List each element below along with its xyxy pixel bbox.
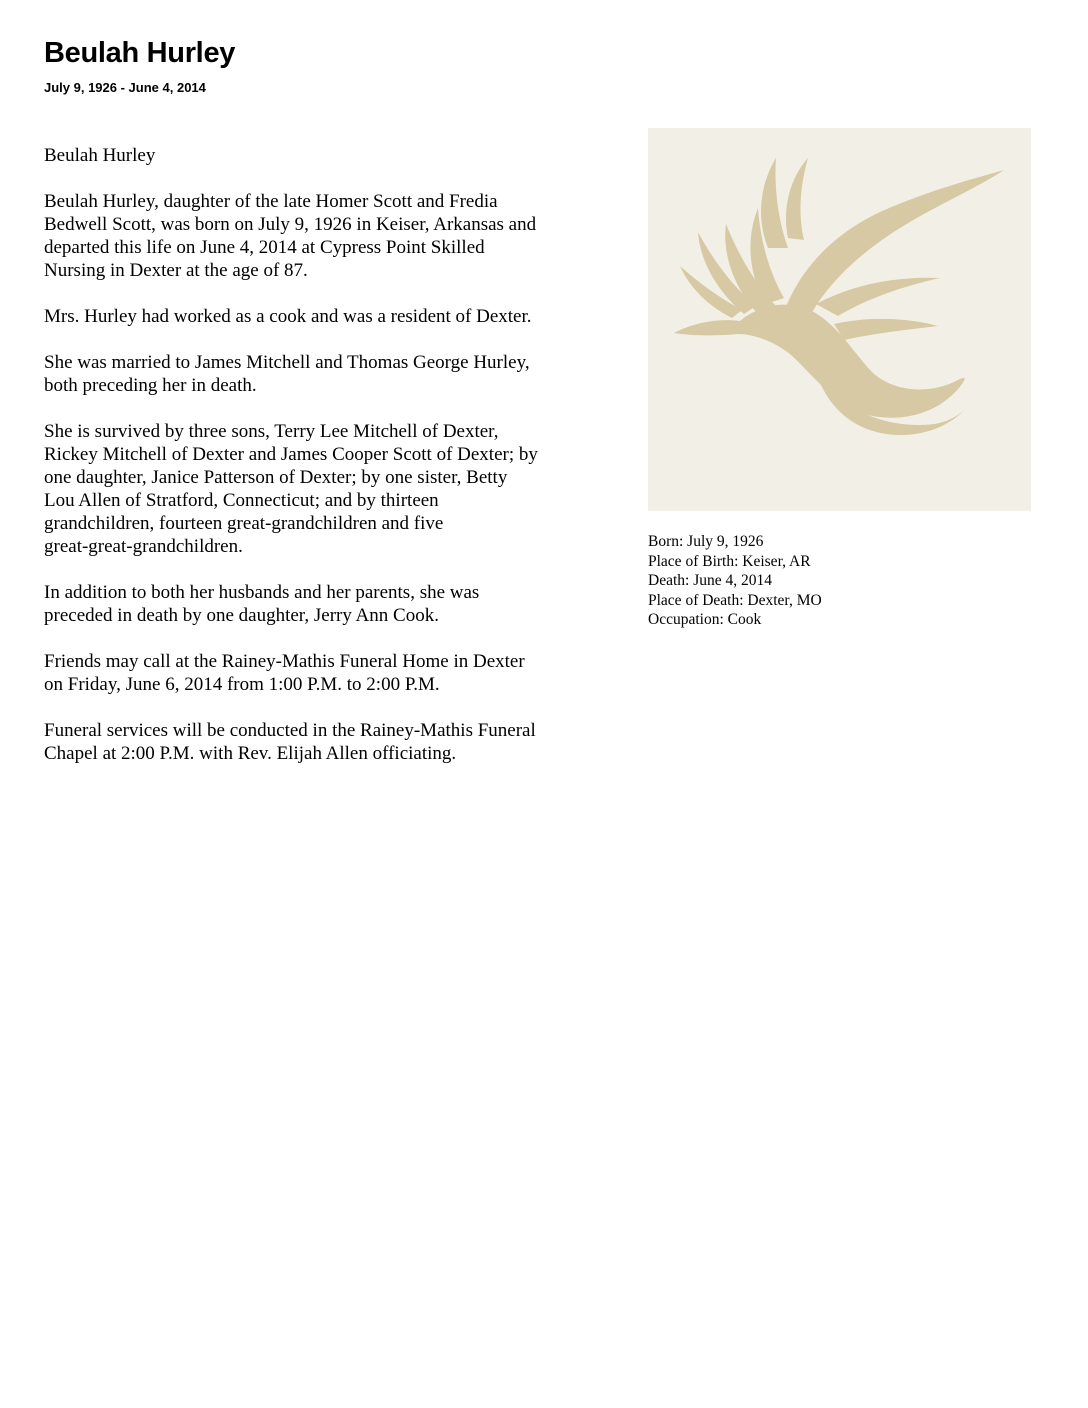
obituary-paragraph: Funeral services will be conducted in the Rainey-Mathis Funeral Chapel at 2:00 P.M. with Rev. Elijah Allen officiating. bbox=[44, 720, 536, 764]
death-date: Death: June 4, 2014 bbox=[648, 572, 772, 589]
obituary-header bbox=[44, 36, 235, 96]
place-of-birth: Place of Birth: Keiser, AR bbox=[648, 552, 811, 570]
obituary-paragraph: Mrs. Hurley had worked as a cook and was a resident of Dexter. bbox=[44, 306, 532, 327]
obituary-paragraph: She was married to James Mitchell and Thomas George Hurley, both preceding her in death. bbox=[44, 352, 530, 396]
page-title: Beulah Hurley bbox=[44, 37, 236, 69]
obituary-paragraph: She is survived by three sons, Terry Lee Mitchell of Dexter, Rickey Mitchell of Dexter and James Cooper Scott of Dexter; by one daughter, Janice Patterson of Dexter; by one sister, Betty Lou Allen of Stratford, Connecticut; and by thirteen grandchildren, fourteen great-grandchildren and five great-great-grandchildren. bbox=[44, 421, 538, 557]
vital-facts bbox=[648, 532, 822, 630]
dove-icon bbox=[648, 128, 1031, 511]
occupation: Occupation: Cook bbox=[648, 611, 762, 628]
born-date: Born: July 9, 1926 bbox=[648, 533, 764, 550]
obituary-paragraph: Friends may call at the Rainey-Mathis Funeral Home in Dexter on Friday, June 6, 2014 from 1:00 P.M. to 2:00 P.M. bbox=[44, 651, 525, 695]
obituary-paragraph: Beulah Hurley bbox=[44, 145, 156, 166]
place-of-death: Place of Death: Dexter, MO bbox=[648, 591, 822, 609]
obituary-paragraph: Beulah Hurley, daughter of the late Homer Scott and Fredia Bedwell Scott, was born on July 9, 1926 in Keiser, Arkansas and departed this life on June 4, 2014 at Cypress Point Skilled Nursing in Dexter at the age of 87. bbox=[44, 191, 537, 281]
life-dates: July 9, 1926 - June 4, 2014 bbox=[44, 80, 206, 95]
memorial-photo bbox=[648, 128, 1031, 511]
obituary-text bbox=[44, 144, 614, 788]
obituary-paragraph: In addition to both her husbands and her parents, she was preceded in death by one daughter, Jerry Ann Cook. bbox=[44, 582, 480, 626]
